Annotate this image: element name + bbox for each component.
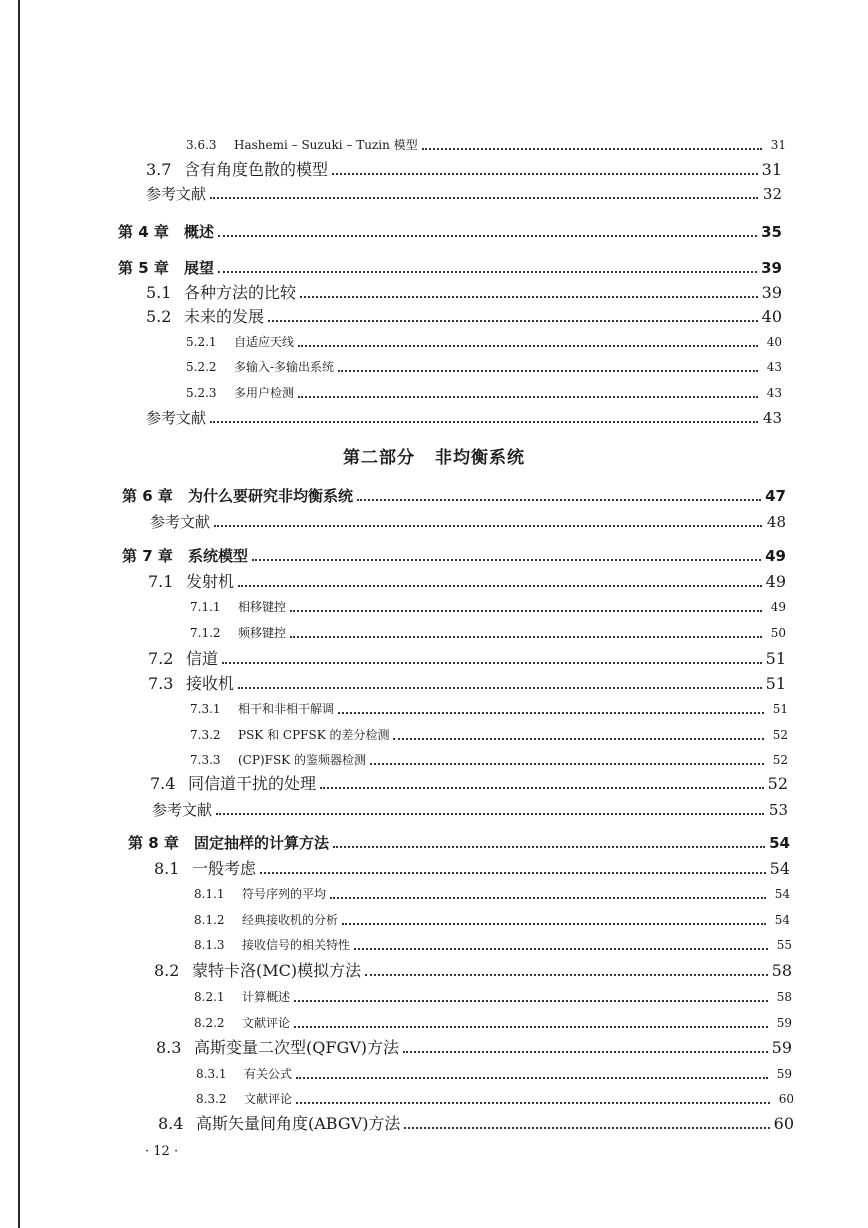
toc-entry (196, 1062, 792, 1086)
dot-leader (393, 726, 764, 740)
dot-leader (298, 384, 758, 398)
entry-page: 52 (767, 774, 788, 793)
toc-entry (190, 748, 788, 772)
part-label: 第二部分 (343, 448, 415, 468)
dot-leader (252, 547, 761, 561)
entry-title: 多输入-多输出系统 (234, 360, 335, 374)
entry-page: 59 (771, 1038, 792, 1057)
entry-number: 3.7 (146, 160, 172, 179)
dot-leader (260, 860, 766, 874)
entry-page: 54 (769, 859, 790, 878)
entry-title: 文献评论 (242, 1016, 291, 1030)
entry-title: 接收信号的相关特性 (242, 938, 351, 952)
entry-title: 同信道干扰的处理 (188, 774, 317, 793)
entry-page: 54 (774, 887, 790, 901)
entry-number: 5.2 (146, 307, 172, 326)
entry-number: 5.2.1 (186, 335, 217, 349)
toc-entry (150, 510, 786, 534)
toc-entry (150, 772, 788, 796)
entry-number: 第 4 章 (118, 223, 169, 241)
part-heading (0, 443, 868, 468)
entry-page: 43 (766, 386, 782, 400)
toc-entry (194, 985, 792, 1009)
entry-number: 3.6.3 (186, 138, 217, 152)
entry-page: 47 (765, 487, 786, 505)
toc-entry (146, 406, 782, 430)
part-title-text: 非均衡系统 (435, 448, 525, 468)
entry-number: 7.3 (148, 674, 174, 693)
dot-leader (296, 1090, 770, 1104)
dot-leader (403, 1039, 768, 1053)
entry-number: 8.4 (158, 1114, 184, 1133)
entry-page: 58 (776, 990, 792, 1004)
entry-page: 59 (776, 1067, 792, 1081)
toc-entry (196, 1087, 794, 1111)
dot-leader (210, 409, 758, 423)
entry-page: 51 (765, 674, 786, 693)
entry-title: 自适应天线 (234, 335, 295, 349)
dot-leader (296, 1065, 768, 1079)
dot-leader (298, 333, 758, 347)
entry-title: 经典接收机的分析 (242, 913, 339, 927)
toc-entry (146, 281, 782, 305)
toc-entry (156, 1036, 792, 1060)
toc-entry (186, 133, 786, 157)
toc-entry (158, 1112, 794, 1136)
entry-title: 参考文献 (146, 409, 207, 427)
entry-title: 展望 (184, 259, 215, 277)
dot-leader (218, 259, 757, 273)
entry-number: 7.4 (150, 774, 176, 793)
entry-title: 固定抽样的计算方法 (194, 834, 330, 852)
dot-leader (238, 573, 762, 587)
entry-number: 7.2 (148, 649, 174, 668)
dot-leader (216, 801, 764, 815)
entry-number: 7.3.1 (190, 702, 221, 716)
dot-leader (294, 1014, 768, 1028)
entry-page: 60 (778, 1092, 794, 1106)
toc-entry (154, 959, 792, 983)
entry-title: 计算概述 (242, 990, 291, 1004)
entry-page: 54 (774, 913, 790, 927)
entry-page: 60 (773, 1114, 794, 1133)
toc-entry (186, 330, 782, 354)
entry-title: 参考文献 (146, 185, 207, 203)
dot-leader (370, 751, 764, 765)
entry-number: 8.1.3 (194, 938, 225, 952)
toc-entry (190, 621, 786, 645)
entry-number: 5.1 (146, 283, 172, 302)
dot-leader (342, 911, 766, 925)
entry-page: 40 (761, 307, 782, 326)
entry-page: 51 (772, 702, 788, 716)
entry-number: 5.2.3 (186, 386, 217, 400)
entry-page: 48 (766, 513, 786, 531)
dot-leader (214, 513, 762, 527)
entry-page: 49 (765, 547, 786, 565)
dot-leader (290, 624, 762, 638)
entry-number: 第 5 章 (118, 259, 169, 277)
dot-leader (222, 650, 762, 664)
toc-entry (190, 595, 786, 619)
entry-title: 符号序列的平均 (242, 887, 327, 901)
entry-title: 概述 (184, 223, 215, 241)
toc-entry (190, 697, 788, 721)
dot-leader (404, 1115, 769, 1129)
dot-leader (338, 700, 764, 714)
entry-number: 8.3.2 (196, 1092, 227, 1106)
entry-title: 相移键控 (238, 600, 287, 614)
toc-entry (122, 484, 786, 508)
entry-number: 5.2.2 (186, 360, 217, 374)
toc-entry (148, 672, 786, 696)
entry-page: 58 (771, 961, 792, 980)
dot-leader (238, 675, 762, 689)
entry-page: 55 (776, 938, 792, 952)
entry-number: 8.1.1 (194, 887, 225, 901)
entry-number: 第 8 章 (128, 834, 179, 852)
toc-entry (194, 882, 790, 906)
entry-title: 参考文献 (152, 801, 213, 819)
entry-page: 43 (766, 360, 782, 374)
entry-page: 52 (772, 728, 788, 742)
toc-entry (154, 857, 790, 881)
entry-page: 43 (762, 409, 782, 427)
toc-entry (152, 798, 788, 822)
entry-page: 39 (761, 259, 782, 277)
entry-page: 53 (768, 801, 788, 819)
dot-leader (354, 936, 768, 950)
dot-leader (332, 161, 758, 175)
toc-entry (118, 256, 782, 280)
dot-leader (210, 185, 758, 199)
entry-number: 7.1.2 (190, 626, 221, 640)
entry-title: 高斯变量二次型(QFGV)方法 (194, 1038, 400, 1057)
entry-title: PSK 和 CPFSK 的差分检测 (238, 728, 390, 742)
dot-leader (330, 885, 766, 899)
entry-title: 蒙特卡洛(MC)模拟方法 (192, 961, 362, 980)
entry-title: 发射机 (186, 572, 235, 591)
entry-page: 40 (766, 335, 782, 349)
entry-title: 信道 (186, 649, 219, 668)
toc-entry (148, 570, 786, 594)
toc-entry (190, 723, 788, 747)
entry-number: 7.3.2 (190, 728, 221, 742)
dot-leader (333, 834, 765, 848)
toc-entry (146, 182, 782, 206)
toc-entry (186, 355, 782, 379)
dot-leader (268, 308, 758, 322)
entry-title: 含有角度色散的模型 (184, 160, 329, 179)
entry-title: 频移键控 (238, 626, 287, 640)
entry-title: 系统模型 (188, 547, 249, 565)
dot-leader (422, 136, 762, 150)
entry-title: 高斯矢量间角度(ABGV)方法 (196, 1114, 401, 1133)
toc-entry (194, 908, 790, 932)
entry-page: 59 (776, 1016, 792, 1030)
entry-page: 31 (770, 138, 786, 152)
dot-leader (290, 598, 762, 612)
dot-leader (294, 988, 768, 1002)
dot-leader (300, 284, 758, 298)
entry-title: 一般考虑 (192, 859, 257, 878)
entry-page: 54 (769, 834, 790, 852)
entry-number: 第 6 章 (122, 487, 173, 505)
dot-leader (338, 358, 758, 372)
entry-number: 7.3.3 (190, 753, 221, 767)
dot-leader (218, 223, 757, 237)
entry-page: 39 (761, 283, 782, 302)
entry-title: 未来的发展 (184, 307, 265, 326)
toc-entry (118, 220, 782, 244)
entry-number: 7.1.1 (190, 600, 221, 614)
entry-number: 7.1 (148, 572, 174, 591)
entry-number: 第 7 章 (122, 547, 173, 565)
entry-number: 8.2.2 (194, 1016, 225, 1030)
entry-page: 50 (770, 626, 786, 640)
entry-title: 参考文献 (150, 513, 211, 531)
entry-title: 为什么要研究非均衡系统 (188, 487, 354, 505)
entry-number: 8.2 (154, 961, 180, 980)
entry-title: 相干和非相干解调 (238, 702, 335, 716)
entry-number: 8.3.1 (196, 1067, 227, 1081)
toc-entry (122, 544, 786, 568)
entry-title: 各种方法的比较 (184, 283, 297, 302)
toc-entry (186, 381, 782, 405)
entry-title: 文献评论 (244, 1092, 293, 1106)
dot-leader (320, 775, 764, 789)
page-number: · 12 · (145, 1144, 179, 1159)
toc-entry (194, 1011, 792, 1035)
entry-page: 49 (765, 572, 786, 591)
toc-entry (146, 158, 782, 182)
entry-number: 8.2.1 (194, 990, 225, 1004)
entry-number: 8.1.2 (194, 913, 225, 927)
toc-entry (128, 831, 790, 855)
entry-page: 31 (761, 160, 782, 179)
toc-entry (146, 305, 782, 329)
entry-page: 49 (770, 600, 786, 614)
entry-page: 51 (765, 649, 786, 668)
entry-title: 有关公式 (244, 1067, 293, 1081)
entry-title: (CP)FSK 的鉴频器检测 (238, 753, 366, 767)
dot-leader (357, 487, 761, 501)
entry-title: 多用户检测 (234, 386, 295, 400)
entry-title: 接收机 (186, 674, 235, 693)
dot-leader (365, 962, 768, 976)
entry-page: 52 (772, 753, 788, 767)
entry-page: 32 (762, 185, 782, 203)
toc-entry (148, 647, 786, 671)
entry-number: 8.1 (154, 859, 180, 878)
entry-title: Hashemi – Suzuki – Tuzin 模型 (234, 138, 418, 152)
entry-page: 35 (761, 223, 782, 241)
toc-entry (194, 933, 792, 957)
entry-number: 8.3 (156, 1038, 182, 1057)
binding-edge-line (18, 0, 20, 1228)
